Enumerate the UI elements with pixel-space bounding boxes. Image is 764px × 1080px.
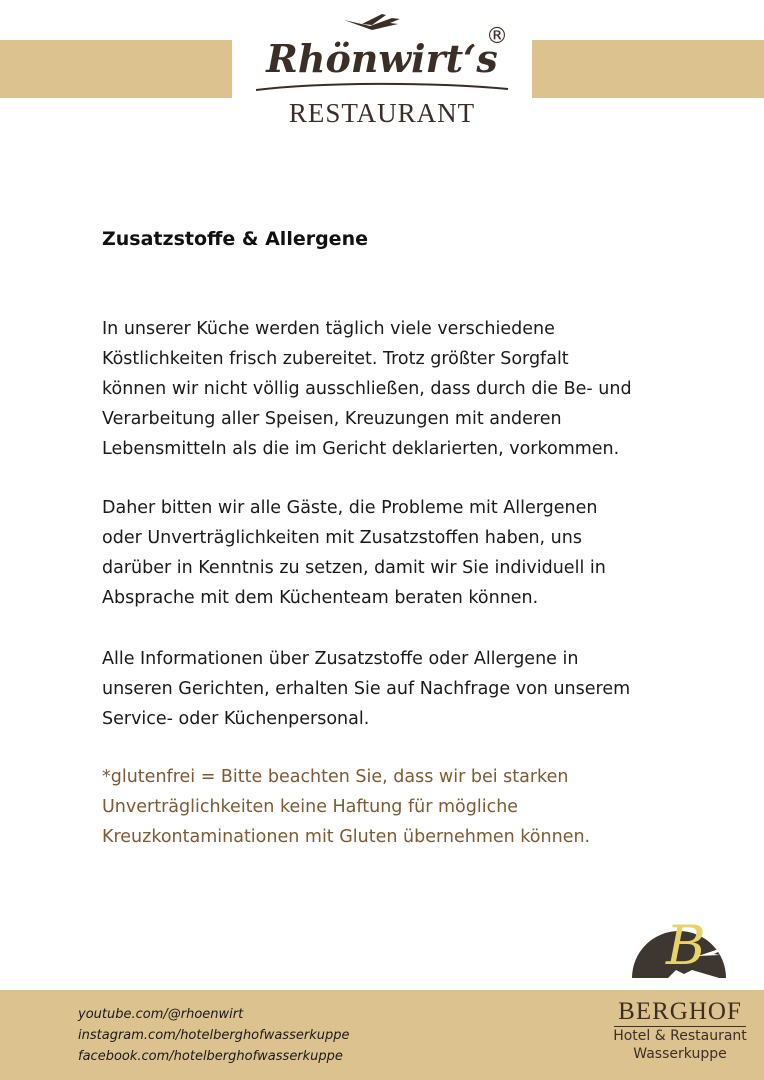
text-line: Köstlichkeiten frisch zubereitet. Trotz größter Sorgfalt: [102, 349, 569, 369]
text-line: Lebensmitteln als die im Gericht deklarierten, vorkommen.: [102, 439, 620, 459]
paragraph-information: [102, 644, 692, 734]
gluten-free-note: [102, 762, 692, 852]
text-line: oder Unverträglichkeiten mit Zusatzstoffen haben, uns: [102, 528, 582, 548]
text-line: Absprache mit dem Küchenteam beraten können.: [102, 588, 539, 608]
note-line: Unverträglichkeiten keine Haftung für mögliche: [102, 797, 519, 817]
note-line: Kreuzkontaminationen mit Gluten übernehmen können.: [102, 827, 591, 847]
note-line: *glutenfrei = Bitte beachten Sie, dass wir bei starken: [102, 767, 569, 787]
glider-plane-icon: [342, 10, 402, 36]
page-heading: Zusatzstoffe & Allergene: [102, 228, 368, 250]
restaurant-logo: [232, 0, 532, 140]
berghof-tagline-1: Hotel & Restaurant: [613, 1028, 747, 1044]
text-line: In unserer Küche werden täglich viele verschiedene: [102, 319, 555, 339]
text-line: Alle Informationen über Zusatzstoffe oder Allergene in: [102, 649, 579, 669]
instagram-link[interactable]: instagram.com/hotelberghofwasserkuppe: [78, 1028, 350, 1043]
text-line: Verarbeitung aller Speisen, Kreuzungen mit anderen: [102, 409, 562, 429]
paragraph-guest-request: [102, 493, 692, 613]
emblem-letter: B: [666, 914, 706, 977]
social-links: [78, 1004, 349, 1067]
berghof-name: BERGHOF: [614, 998, 746, 1027]
footer-band: [0, 990, 764, 1080]
logo-swoosh: [252, 80, 512, 94]
facebook-link[interactable]: facebook.com/hotelberghofwasserkuppe: [78, 1049, 343, 1064]
text-line: Service- oder Küchenpersonal.: [102, 709, 370, 729]
berghof-emblem-icon: [626, 900, 732, 986]
text-line: können wir nicht völlig ausschließen, dass durch die Be- und: [102, 379, 632, 399]
paragraph-cross-contamination: [102, 314, 692, 464]
header-band-right: [532, 40, 764, 98]
text-line: Daher bitten wir alle Gäste, die Probleme mit Allergenen: [102, 498, 598, 518]
brand-subtitle: RESTAURANT: [288, 98, 476, 128]
text-line: darüber in Kenntnis zu setzen, damit wir Sie individuell in: [102, 558, 606, 578]
text-line: unseren Gerichten, erhalten Sie auf Nachfrage von unserem: [102, 679, 631, 699]
header-band-left: [0, 40, 232, 98]
registered-mark: ®: [486, 24, 508, 49]
brand-name: Rhönwirt‘s: [266, 36, 498, 81]
berghof-tagline-2: Wasserkuppe: [633, 1046, 727, 1062]
youtube-link[interactable]: youtube.com/@rhoenwirt: [78, 1007, 244, 1022]
berghof-logo: [596, 998, 764, 1063]
